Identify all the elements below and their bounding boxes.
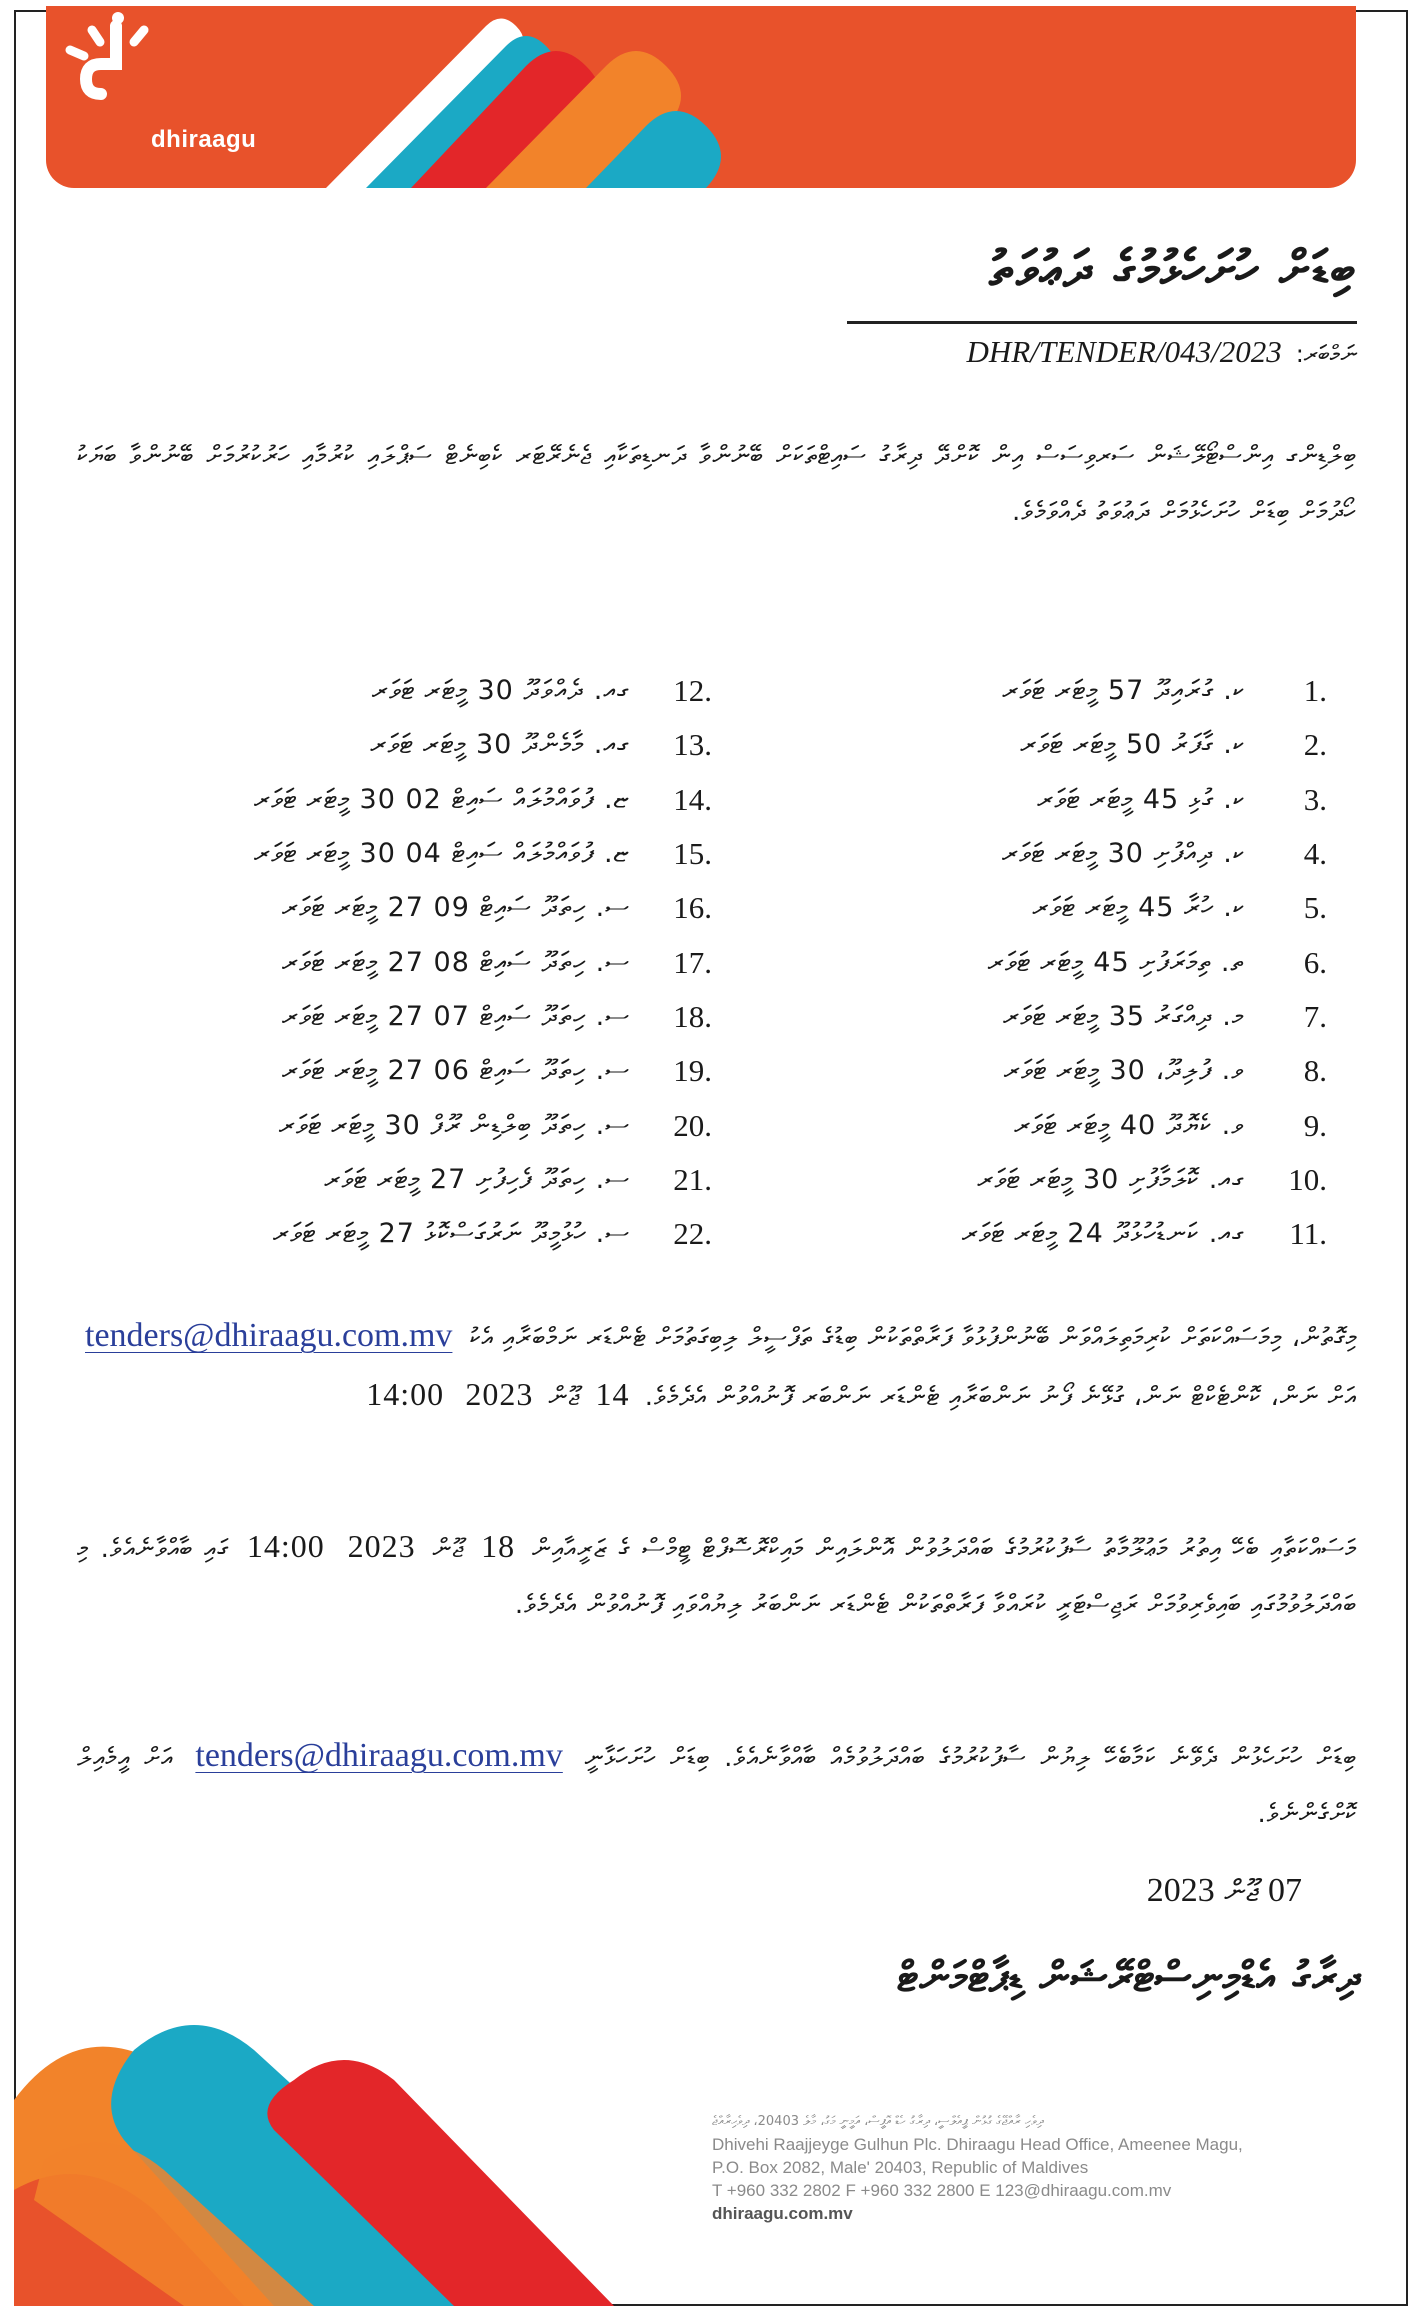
site-list-item [787, 664, 1327, 718]
reference-label: ނަމްބަރ: [1295, 340, 1357, 368]
title-divider [847, 321, 1357, 324]
site-name: ކ. ހުރާ 45 މީޓަރ ޓަވަރ [1032, 892, 1245, 924]
site-list-item [787, 881, 1327, 935]
site-number: 8. [1303, 1053, 1327, 1089]
site-number: 22. [673, 1216, 712, 1252]
request-month: ޖޫން [548, 1382, 581, 1412]
site-number: 1. [1303, 673, 1327, 709]
footer-website[interactable]: dhiraagu.com.mv [712, 2204, 853, 2223]
submission-email-link[interactable]: tenders@dhiraagu.com.mv [195, 1737, 563, 1774]
page-title: ބިޑަށް ހުށަހެޅުމުގެ ދަޢުވަތު [989, 240, 1357, 298]
site-list-item [787, 718, 1327, 772]
site-name: ސ. ހިތަދޫ ބިލްޑިން ރޫފް 30 މީޓަރ ޓަވަރ [278, 1109, 630, 1141]
site-number: 7. [1303, 998, 1327, 1034]
site-list-item [92, 1207, 712, 1261]
site-name: ވ. ކެޔޮދޫ 40 މީޓަރ ޓަވަރ [1014, 1109, 1245, 1141]
site-number: 3. [1303, 781, 1327, 817]
site-number: 16. [673, 890, 712, 926]
site-list-item [92, 1098, 712, 1152]
site-number: 20. [673, 1107, 712, 1143]
site-number: 12. [673, 673, 712, 709]
site-list-item [92, 827, 712, 881]
site-number: 4. [1303, 836, 1327, 872]
site-name: ކ. ދިއްފުށި 30 މީޓަރ ޓަވަރ [1002, 838, 1245, 870]
meeting-date-year: 2023 [347, 1528, 416, 1564]
site-number: 21. [673, 1161, 712, 1197]
footer-address-line1: Dhivehi Raajjeyge Gulhun Plc. Dhiraagu Head Office, Ameenee Magu, [712, 2135, 1243, 2154]
site-name: ސ. ހިތަދޫ ސައިޓް 06 27 މީޓަރ ޓަވަރ [282, 1055, 630, 1087]
site-list-item [787, 935, 1327, 989]
intro-paragraph: ބިލްޑިންގ އިންސްޓޯލޭޝަން ސަރވިސަސް އިން ކޮށްދޭ ދިރާގު ސައިޓްތަކަށް ބޭނުންވާ ދަނޑިތަކާއި ޖެނެރޭޓަރ ކެބިނެޓް ސަޕްލައި ކުރުމާއި ހަރުކުރުމަށް ބޭނުންވާ ބަޔަކު ހޯދުމަށް ބިޑަށް ހުށަހެޅުމަށް ދަޢުވަތު ދެއްވަމެވެ. [77, 441, 1357, 527]
site-name: ސ. ހުޅުމީދޫ ނަރުގަސްކޮޅު 27 މީޓަރ ޓަވަރ [273, 1218, 630, 1250]
dhiraagu-logo-icon [46, 6, 196, 136]
site-number: 15. [673, 836, 712, 872]
site-list-item [787, 1098, 1327, 1152]
site-number: 9. [1303, 1107, 1327, 1143]
site-name: ސ. ހިތަދޫ ފެހިފުށި 27 މީޓަރ ޓަވަރ [324, 1163, 630, 1195]
site-list-item [92, 664, 712, 718]
site-list-item [92, 773, 712, 827]
site-list-right [787, 664, 1327, 1261]
site-name: ސ. ހިތަދޫ ސައިޓް 08 27 މީޓަރ ޓަވަރ [282, 946, 630, 978]
issue-date [1147, 1872, 1302, 1910]
site-list-item [787, 773, 1327, 827]
header-banner [46, 6, 1356, 188]
site-number: 17. [673, 944, 712, 980]
banner-stripes [46, 6, 1356, 188]
site-list-item [787, 827, 1327, 881]
site-name: ޏ. ފުވައްމުލައް ސައިޓް 02 30 މީޓަރ ޓަވަރ [253, 783, 630, 815]
site-list-item [92, 935, 712, 989]
logo-text: dhiraagu [151, 126, 257, 153]
tender-email-link[interactable]: tenders@dhiraagu.com.mv [85, 1317, 453, 1354]
reference-number [967, 334, 1357, 370]
site-name: މ. ދިއްގަރު 35 މީޓަރ ޓަވަރ [1003, 1000, 1245, 1032]
site-name: ވ. ފުލިދޫ، 30 މީޓަރ ޓަވަރ [1003, 1055, 1245, 1087]
request-text-before: މިގޮތުން، މިމަސައްކަތަށް ކުރިމަތިލައްވަން ބޭނުންފުޅުވާ ފަރާތްތަކުން ބިޑުގެ ތަފްސީލް ލިބިގަތުމަށް ޓެންޑަރ ނަމްބަރާއި އެކު [469, 1323, 1358, 1353]
site-name: ޏ. ފުވައްމުލައް ސައިޓް 04 30 މީޓަރ ޓަވަރ [253, 838, 630, 870]
request-date-day: 14 [595, 1376, 630, 1412]
submission-text-after: އަށް އީމެއިލް ކޮށްގެންނެވެ. [77, 1743, 1357, 1829]
site-number: 13. [673, 727, 712, 763]
meeting-month: ޖޫން [432, 1534, 465, 1564]
site-list-item [787, 990, 1327, 1044]
submission-text: ބިޑަށް ހުށަހެޅުން ދެވޭނެ ކަމާބެހޭ ލިޔުން ސާފުކުރުމުގެ ބައްދަލުވުމެއް ބާއްވާނެއެވެ. ބިޑަށް ހުށަހަޅާނީ [584, 1743, 1358, 1773]
site-number: 18. [673, 998, 712, 1034]
footer-contact [712, 2110, 1362, 2225]
site-name: ގއ. ކަނޑުހުޅުދޫ 24 މީޓަރ ޓަވަރ [961, 1218, 1245, 1250]
site-list-item [92, 881, 712, 935]
signature-department: ދިރާގު އެޑްމިނިސްޓްރޭޝަން ޑިޕާޓްމަންޓް [897, 1952, 1360, 2001]
site-number: 10. [1288, 1161, 1327, 1197]
site-list-item [787, 1044, 1327, 1098]
site-list-item [92, 990, 712, 1044]
footer-contact-line: T +960 332 2802 F +960 332 2800 E 123@dhiraagu.com.mv [712, 2181, 1172, 2200]
request-text-after: އަށް ނަން، ކޮންޓެކްޓް ނަން، ގުޅޭނެ ފޯނު ނަންބަރާއި ޓެންޑަރ ނަންބަރ ފޮނުއްވުން އެދެމެވެ. [644, 1382, 1357, 1412]
meeting-date-day: 18 [481, 1528, 516, 1564]
request-date-year: 2023 [465, 1376, 534, 1412]
site-number: 5. [1303, 890, 1327, 926]
footer-dhivehi-address: ދިވެހި ރާއްޖޭގެ ގުޅުން ޕީއެލްސީ، ދިރާގު ހެޑް އޮފީސް، އަމީނީ މަގު، މާލެ 20403، ދިވެހިރާއްޖެ [712, 2114, 1044, 2129]
reference-value: DHR/TENDER/043/2023 [966, 334, 1282, 369]
request-paragraph [77, 1308, 1357, 1425]
issue-date-year: 2023 [1146, 1872, 1215, 1909]
site-number: 2. [1303, 727, 1327, 763]
issue-date-month: ޖޫން [1224, 1874, 1259, 1909]
request-time: 14:00 [366, 1376, 445, 1412]
site-name: ސ. ހިތަދޫ ސައިޓް 07 27 މީޓަރ ޓަވަރ [282, 1000, 630, 1032]
footer-address-line2: P.O. Box 2082, Male' 20403, Republic of Maldives [712, 2158, 1089, 2177]
site-list-item [787, 1207, 1327, 1261]
site-name: ގއ. ކޮލަމާފުށި 30 މީޓަރ ޓަވަރ [977, 1163, 1245, 1195]
site-name: ކ. ގުޅި 45 މީޓަރ ޓަވަރ [1037, 783, 1245, 815]
submission-paragraph [77, 1728, 1357, 1842]
issue-date-day: 07 [1268, 1872, 1302, 1909]
meeting-time: 14:00 [246, 1528, 325, 1564]
site-list-item [92, 1153, 712, 1207]
site-list-item [92, 1044, 712, 1098]
site-list-left [92, 664, 712, 1261]
meeting-text-a: މަސައްކަތާއި ބެހޭ އިތުރު މަޢުލޫމާތު ސާފުކުރުމުގެ ބައްދަލުވުން އޮންލައިން މައިކްރޮސޮފްޓް ޓީމްސް ގެ ޒަރީއާއިން [532, 1534, 1358, 1564]
site-name: ތ. ތިމަރަފުށި 45 މީޓަރ ޓަވަރ [987, 946, 1245, 978]
site-name: ކ. ގުރައިދޫ 57 މީޓަރ ޓަވަރ [1002, 675, 1245, 707]
site-list-item [787, 1153, 1327, 1207]
site-number: 6. [1303, 944, 1327, 980]
site-name: ކ. ގާފަރު 50 މީޓަރ ޓަވަރ [1020, 729, 1245, 761]
meeting-paragraph [77, 1518, 1357, 1633]
site-name: ގއ. މާމެންދޫ 30 މީޓަރ ޓަވަރ [370, 729, 630, 761]
meeting-text-b: ގައި ބާއްވާނެއެވެ. މި ބައްދަލުވުމުގައި ބައިވެރިވުމަށް ރަޖިސްޓަރީ ކުރައްވާ ފަރާތްތަކުން ޓެންޑަރ ނަންބަރު ލިޔުއްވައި ފޮނުއްވުން އެދެމެވެ. [77, 1534, 1357, 1620]
site-number: 11. [1289, 1216, 1327, 1252]
site-list-item [92, 718, 712, 772]
site-name: ގއ. ދެއްވަދޫ 30 މީޓަރ ޓަވަރ [371, 675, 630, 707]
site-name: ސ. ހިތަދޫ ސައިޓް 09 27 މީޓަރ ޓަވަރ [282, 892, 630, 924]
site-number: 14. [673, 781, 712, 817]
site-number: 19. [673, 1053, 712, 1089]
footer-stripes [14, 1960, 714, 2306]
